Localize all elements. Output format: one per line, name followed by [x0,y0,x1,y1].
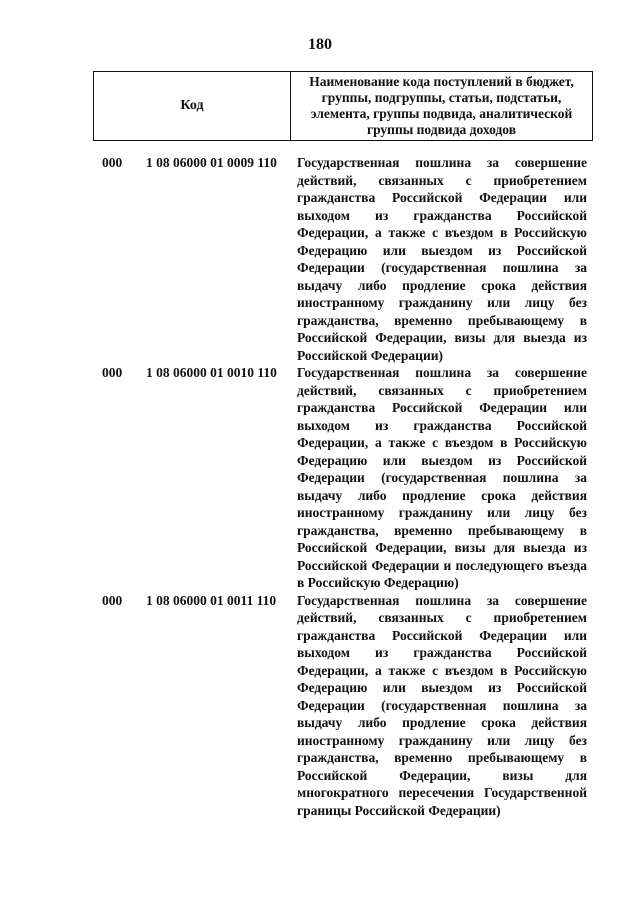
income-description: Государственная пошлина за совершение действий, связанных с приобретением гражданства Российской Федерации или выходом из гражданства Российской Федерации, а также с въездом в Российскую Федерацию или выездом из Российской Федерации (государственная пошлина за выдачу либо продление срока действия иностранному гражданину или лицу без гражданства, временно пребывающему в Российской Федерации, визы для выезда из Российской Федерации и последующего въезда в Российскую Федерацию) [297,365,587,590]
table-header [93,71,593,141]
list-item [0,592,640,820]
income-code: 1 08 06000 01 0011 110 [146,592,277,608]
name-column-header: Наименование кода поступлений в бюджет, группы, подгруппы, статьи, подстатьи, элемента, группы подвида, аналитической группы подвида доходов [309,74,574,137]
list-item [0,154,640,364]
income-description: Государственная пошлина за совершение действий, связанных с приобретением гражданства Российской Федерации или выходом из гражданства Российской Федерации, а также с въездом в Российскую Федерацию или выездом из Российской Федерации (государственная пошлина за выдачу либо продление срока действия иностранному гражданину или лицу без гражданства, временно пребывающему в Российской Федерации, визы для многократного пересечения Государственной границы Российской Федерации) [297,592,587,818]
income-code: 1 08 06000 01 0010 110 [146,365,277,380]
income-description: Государственная пошлина за совершение действий, связанных с приобретением гражданства Российской Федерации или выходом из гражданства Российской Федерации, а также с въездом в Российскую Федерацию или выездом из Российской Федерации (государственная пошлина за выдачу либо продление срока действия иностранному гражданину или лицу без гражданства, временно пребывающему в Российской Федерации, визы для выезда из Российской Федерации) [297,155,587,363]
page-number: 180 [308,36,332,53]
admin-code: 000 [102,155,123,170]
admin-code: 000 [102,365,123,380]
list-item [0,364,640,592]
income-code-list [0,154,640,819]
income-code: 1 08 06000 01 0009 110 [146,155,277,170]
admin-code: 000 [102,592,123,608]
code-column-header: Код [94,72,291,140]
